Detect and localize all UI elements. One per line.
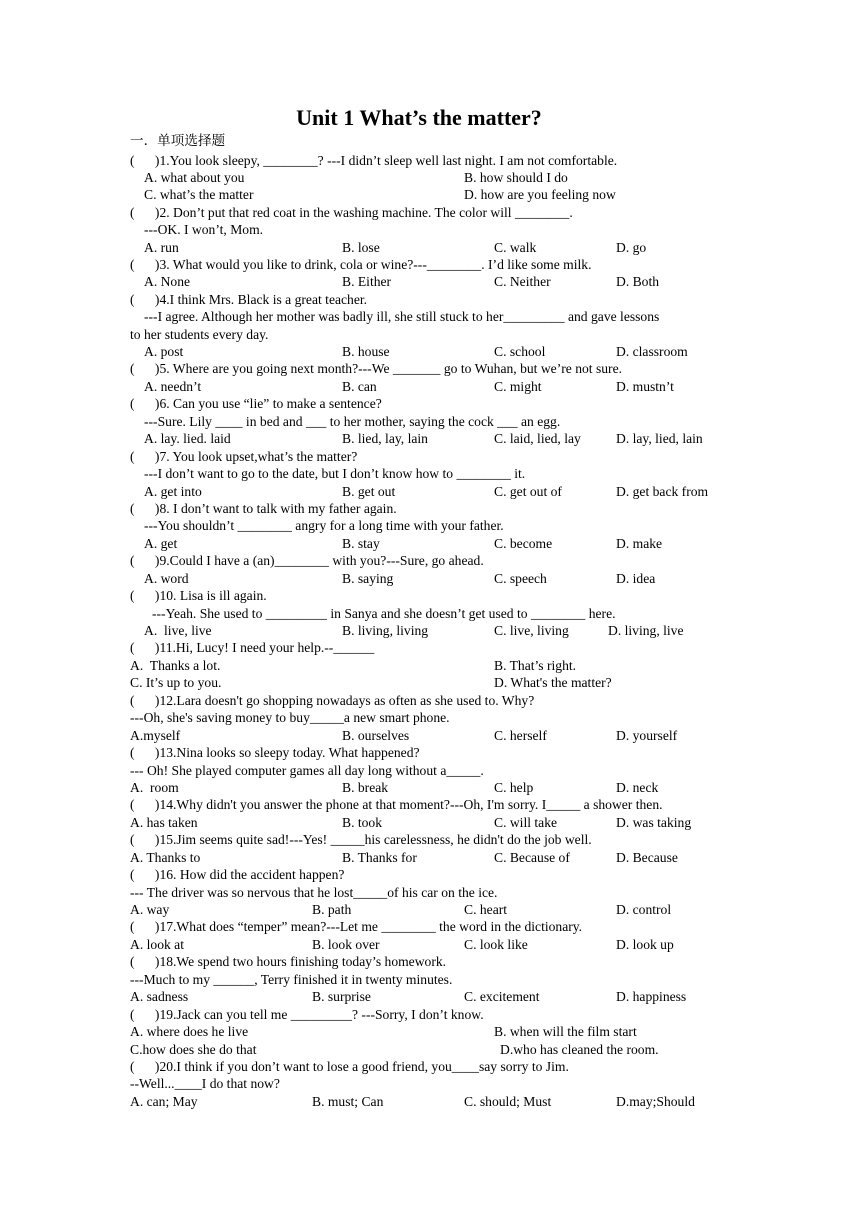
- answer-option: C. excitement: [464, 989, 540, 1004]
- answer-option: A. live, live: [144, 623, 212, 638]
- answer-option: C. get out of: [494, 484, 562, 499]
- answer-option: D. how are you feeling now: [464, 187, 616, 202]
- answer-option: C. herself: [494, 728, 547, 743]
- question-text: ---Sure. Lily ____ in bed and ___ to her mother, saying the cock ___ an egg.: [144, 414, 561, 429]
- answer-option: D. Because: [616, 850, 678, 865]
- question-text: --- The driver was so nervous that he lost_____of his car on the ice.: [130, 885, 498, 900]
- answer-option: B. took: [342, 815, 383, 830]
- answer-option: B. how should I do: [464, 170, 568, 185]
- answer-option: B. saying: [342, 571, 394, 586]
- answer-option: D. idea: [616, 571, 656, 586]
- answer-option: B. ourselves: [342, 728, 410, 743]
- answer-option: A. get: [144, 536, 178, 551]
- question-text: ---I agree. Although her mother was badly ill, she still stuck to her_________ and gave lessons: [144, 309, 660, 324]
- answer-option: D. What's the matter?: [494, 675, 612, 690]
- question-stem: ( )4.I think Mrs. Black is a great teacher.: [130, 292, 368, 307]
- answer-option: C. will take: [494, 815, 558, 830]
- question-text: ---I don’t want to go to the date, but I don’t know how to ________ it.: [144, 466, 526, 481]
- answer-option: D. look up: [616, 937, 674, 952]
- answer-option: D.may;Should: [616, 1094, 695, 1109]
- answer-option: C. should; Must: [464, 1094, 552, 1109]
- answer-option: A.myself: [130, 728, 181, 743]
- answer-option: C. live, living: [494, 623, 569, 638]
- answer-option: A. can; May: [130, 1094, 198, 1109]
- answer-option: D. mustn’t: [616, 379, 674, 394]
- answer-option: D. happiness: [616, 989, 687, 1004]
- answer-option: A. room: [130, 780, 179, 795]
- answer-option: A. run: [144, 240, 179, 255]
- section-heading: 一．单项选择题: [130, 133, 226, 148]
- question-stem: ( )7. You look upset,what’s the matter?: [130, 449, 358, 464]
- answer-option: C. become: [494, 536, 553, 551]
- answer-option: A. word: [144, 571, 189, 586]
- question-stem: ( )1.You look sleepy, ________? ---I didn’t sleep well last night. I am not comfortable.: [130, 153, 618, 168]
- answer-option: D.who has cleaned the room.: [500, 1042, 659, 1057]
- answer-option: B. stay: [342, 536, 380, 551]
- question-stem: ( )14.Why didn't you answer the phone at that moment?---Oh, I'm sorry. I_____ a shower then.: [130, 797, 663, 812]
- question-stem: ( )3. What would you like to drink, cola or wine?---________. I’d like some milk.: [130, 257, 592, 272]
- answer-option: B. when will the film start: [494, 1024, 637, 1039]
- question-text: to her students every day.: [130, 327, 269, 342]
- question-stem: ( )15.Jim seems quite sad!---Yes! _____his carelessness, he didn't do the job well.: [130, 832, 592, 847]
- question-text: ---Oh, she's saving money to buy_____a new smart phone.: [130, 710, 450, 725]
- answer-option: C.how does she do that: [130, 1042, 257, 1057]
- question-stem: ( )19.Jack can you tell me _________? ---Sorry, I don’t know.: [130, 1007, 484, 1022]
- question-stem: ( )17.What does “temper” mean?---Let me ________ the word in the dictionary.: [130, 919, 583, 934]
- question-text: --- Oh! She played computer games all day long without a_____.: [130, 763, 484, 778]
- answer-option: C. It’s up to you.: [130, 675, 222, 690]
- question-text: ---Yeah. She used to _________ in Sanya and she doesn’t get used to ________ here.: [152, 606, 616, 621]
- answer-option: B. lied, lay, lain: [342, 431, 428, 446]
- answer-option: A. sadness: [130, 989, 189, 1004]
- answer-option: C. heart: [464, 902, 508, 917]
- question-text: --Well...____I do that now?: [130, 1076, 280, 1091]
- question-text: ---You shouldn’t ________ angry for a long time with your father.: [144, 518, 504, 533]
- question-stem: ( )11.Hi, Lucy! I need your help.--______: [130, 640, 375, 655]
- answer-option: D. classroom: [616, 344, 688, 359]
- answer-option: C. what’s the matter: [144, 187, 254, 202]
- question-stem: ( )10. Lisa is ill again.: [130, 588, 267, 603]
- answer-option: A. post: [144, 344, 184, 359]
- page-title: Unit 1 What’s the matter?: [296, 105, 542, 130]
- question-text: ---Much to my ______, Terry finished it in twenty minutes.: [130, 972, 453, 987]
- answer-option: A. lay. lied. laid: [144, 431, 231, 446]
- answer-option: C. school: [494, 344, 546, 359]
- answer-option: A. Thanks a lot.: [130, 658, 221, 673]
- answer-option: B. living, living: [342, 623, 429, 638]
- answer-option: C. help: [494, 780, 534, 795]
- answer-option: A. None: [144, 274, 191, 289]
- answer-option: B. must; Can: [312, 1094, 384, 1109]
- question-stem: ( )12.Lara doesn't go shopping nowadays as often as she used to. Why?: [130, 693, 535, 708]
- answer-option: B. That’s right.: [494, 658, 577, 673]
- answer-option: D. yourself: [616, 728, 678, 743]
- answer-option: B. house: [342, 344, 390, 359]
- answer-option: D. control: [616, 902, 672, 917]
- answer-option: A. look at: [130, 937, 184, 952]
- answer-option: D. make: [616, 536, 663, 551]
- answer-option: D. neck: [616, 780, 659, 795]
- answer-option: C. look like: [464, 937, 528, 952]
- answer-option: A. has taken: [130, 815, 198, 830]
- answer-option: A. way: [130, 902, 170, 917]
- question-stem: ( )5. Where are you going next month?---We _______ go to Wuhan, but we’re not sure.: [130, 361, 623, 376]
- answer-option: C. speech: [494, 571, 547, 586]
- answer-option: D. go: [616, 240, 647, 255]
- answer-option: B. break: [342, 780, 389, 795]
- answer-option: B. look over: [312, 937, 380, 952]
- answer-option: C. Neither: [494, 274, 551, 289]
- answer-option: C. might: [494, 379, 542, 394]
- answer-option: C. walk: [494, 240, 537, 255]
- question-stem: ( )9.Could I have a (an)________ with you?---Sure, go ahead.: [130, 553, 484, 568]
- answer-option: B. path: [312, 902, 352, 917]
- answer-option: B. get out: [342, 484, 396, 499]
- question-stem: ( )18.We spend two hours finishing today’s homework.: [130, 954, 447, 969]
- answer-option: A. needn’t: [144, 379, 202, 394]
- answer-option: B. Either: [342, 274, 392, 289]
- answer-option: A. get into: [144, 484, 202, 499]
- answer-option: D. living, live: [608, 623, 684, 638]
- answer-option: B. surprise: [312, 989, 371, 1004]
- question-stem: ( )2. Don’t put that red coat in the washing machine. The color will ________.: [130, 205, 573, 220]
- answer-option: D. Both: [616, 274, 660, 289]
- answer-option: A. where does he live: [130, 1024, 249, 1039]
- answer-option: C. laid, lied, lay: [494, 431, 581, 446]
- answer-option: B. can: [342, 379, 377, 394]
- answer-option: D. get back from: [616, 484, 709, 499]
- answer-option: A. Thanks to: [130, 850, 201, 865]
- question-stem: ( )8. I don’t want to talk with my father again.: [130, 501, 397, 516]
- answer-option: B. lose: [342, 240, 380, 255]
- question-stem: ( )16. How did the accident happen?: [130, 867, 345, 882]
- question-stem: ( )6. Can you use “lie” to make a sentence?: [130, 396, 382, 411]
- answer-option: D. lay, lied, lain: [616, 431, 703, 446]
- answer-option: B. Thanks for: [342, 850, 417, 865]
- answer-option: D. was taking: [616, 815, 692, 830]
- question-stem: ( )13.Nina looks so sleepy today. What happened?: [130, 745, 420, 760]
- answer-option: C. Because of: [494, 850, 570, 865]
- question-stem: ( )20.I think if you don’t want to lose a good friend, you____say sorry to Jim.: [130, 1059, 569, 1074]
- answer-option: A. what about you: [144, 170, 245, 185]
- question-text: ---OK. I won’t, Mom.: [144, 222, 264, 237]
